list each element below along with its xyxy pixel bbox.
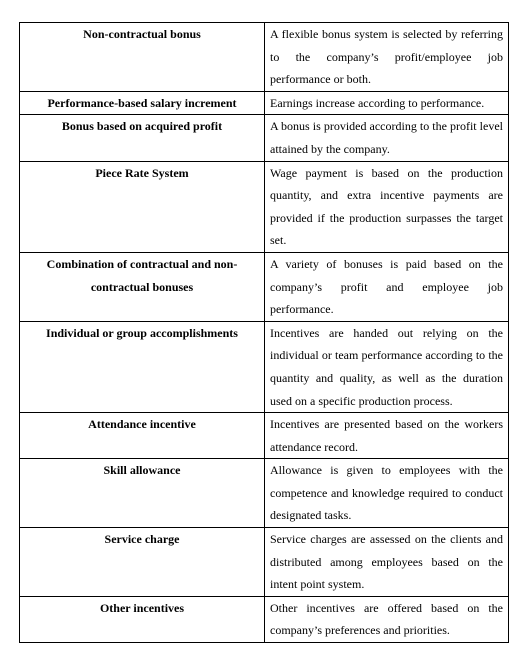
incentive-term: Non-contractual bonus <box>20 23 265 92</box>
incentive-description: A flexible bonus system is selected by referring to the company’s profit/employee job performance or both. <box>265 23 509 92</box>
incentive-description: Earnings increase according to performance. <box>265 91 509 115</box>
incentive-term: Individual or group accomplishments <box>20 321 265 412</box>
incentive-description: Incentives are presented based on the workers attendance record. <box>265 413 509 459</box>
incentive-term: Other incentives <box>20 596 265 642</box>
incentive-term: Service charge <box>20 528 265 597</box>
incentive-term: Performance-based salary increment <box>20 91 265 115</box>
incentive-term: Combination of contractual and non-contractual bonuses <box>20 252 265 321</box>
table-row <box>20 413 509 459</box>
incentive-term: Attendance incentive <box>20 413 265 459</box>
table-row <box>20 321 509 412</box>
incentive-term: Skill allowance <box>20 459 265 528</box>
table-row <box>20 459 509 528</box>
incentive-description: A variety of bonuses is paid based on the company’s profit and employee job performance. <box>265 252 509 321</box>
incentive-description: Allowance is given to employees with the competence and knowledge required to conduct designated tasks. <box>265 459 509 528</box>
table-row <box>20 528 509 597</box>
incentive-description: Other incentives are offered based on the company’s preferences and priorities. <box>265 596 509 642</box>
table-row <box>20 115 509 161</box>
table-row <box>20 91 509 115</box>
incentive-term: Bonus based on acquired profit <box>20 115 265 161</box>
incentive-description: Wage payment is based on the production quantity, and extra incentive payments are provided if the production surpasses the target set. <box>265 161 509 252</box>
table-row <box>20 23 509 92</box>
incentive-term: Piece Rate System <box>20 161 265 252</box>
table-row <box>20 252 509 321</box>
incentive-description: Service charges are assessed on the clients and distributed among employees based on the intent point system. <box>265 528 509 597</box>
incentive-description: A bonus is provided according to the profit level attained by the company. <box>265 115 509 161</box>
table-row <box>20 596 509 642</box>
incentives-table <box>19 22 509 643</box>
incentive-description: Incentives are handed out relying on the individual or team performance according to the quantity and quality, as well as the duration used on a specific production process. <box>265 321 509 412</box>
table-row <box>20 161 509 252</box>
